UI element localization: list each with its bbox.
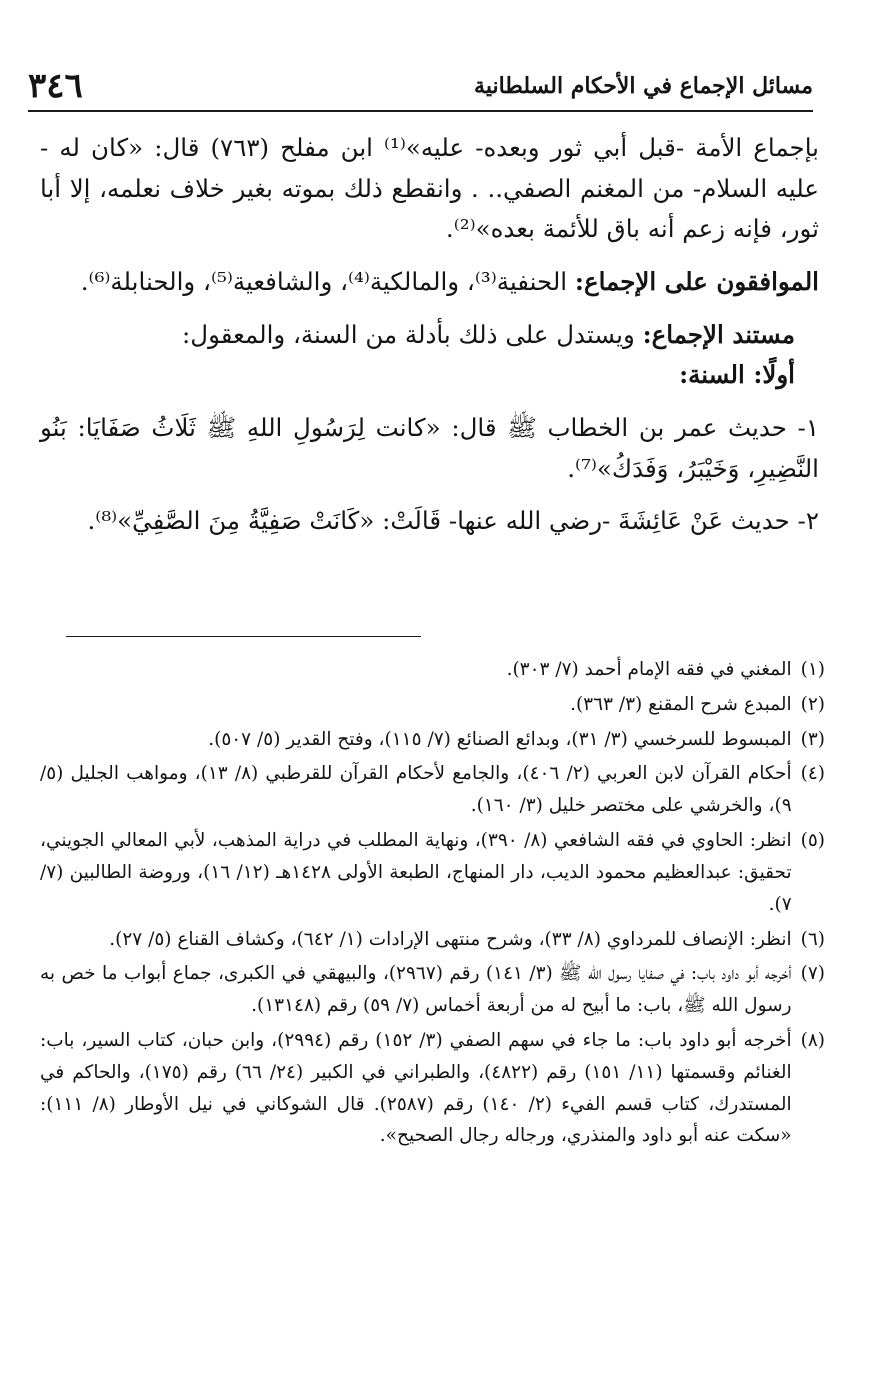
page-header xyxy=(28,62,813,112)
paragraph-agreeing-schools xyxy=(40,262,819,303)
footnote-text: انظر: الحاوي في فقه الشافعي (٨/ ٣٩٠)، ونهاية المطلب في دراية المذهب، لأبي المعالي الجويني، تحقيق: عبدالعظيم محمود الديب، دار المنهاج، الطبعة الأولى ١٤٢٨هـ (١٢/ ١٦)، وروضة الطالبين (٧/ ٧). xyxy=(40,830,792,915)
footnote xyxy=(40,1025,825,1152)
footnote xyxy=(40,654,825,686)
paragraph-consensus-quote: بإجماع الأمة -قبل أبي ثور وبعده- عليه»⁽¹⁾ ابن مفلح (٧٦٣) قال: «كان له - عليه السلام- من المغنم الصفي.. . وانقطع ذلك بموته بغير خلاف نعلمه، إلا أبا ثور، فإنه زعم أنه باق للأئمة بعده»⁽²⁾. xyxy=(40,133,819,244)
footnote xyxy=(40,924,825,956)
footnote-number: (٦) xyxy=(800,928,825,950)
footnote-text: أخرجه أبو داود باب: في صفايا رسول الله ﷺ (٣/ ١٤١) رقم (٢٩٦٧)، والبيهقي في الكبرى، جماع أبواب ما خص به رسول الله ﷺ، باب: ما أبيح له من أربعة أخماس (٧/ ٥٩) رقم (١٣١٤٨). xyxy=(40,963,792,1017)
agreeing-label: الموافقون على الإجماع: xyxy=(574,266,819,296)
footnote-text: المبدع شرح المقنع (٣/ ٣٦٣). xyxy=(570,693,792,715)
basis-label: مستند الإجماع: xyxy=(642,319,795,349)
paragraph-consensus-basis xyxy=(40,315,819,356)
footnote-number: (٣) xyxy=(800,728,825,750)
running-title: مسائل الإجماع في الأحكام السلطانية xyxy=(474,73,813,99)
footnote-text: أخرجه أبو داود باب: ما جاء في سهم الصفي (٣/ ١٥٢) رقم (٢٩٩٤)، وابن حبان، كتاب السير، باب: الغنائم وقسمتها (١١/ ١٥١) رقم (٤٨٢٢)، والطبراني في الكبير (٢٤/ ٦٦) رقم (١٧٥)، والحاكم في المستدرك، كتاب قسم الفيء (٢/ ١٤٠) رقم (٢٥٨٧). قال الشوكاني في نيل الأوطار (٨/ ١١١): «سكت عنه أبو داود والمنذري، ورجاله رجال الصحيح». xyxy=(40,1029,792,1147)
page-number: ٣٤٦ xyxy=(28,66,83,106)
footnote xyxy=(40,958,825,1022)
hadith-aisha: ٢- حديث عَنْ عَائِشَةَ -رضي الله عنها- قَالَتْ: «كَانَتْ صَفِيَّةُ مِنَ الصَّفِيِّ»⁽⁸⁾. xyxy=(87,506,819,536)
footnote-separator xyxy=(66,636,421,637)
footnote-number: (٧) xyxy=(800,963,825,985)
footnote-text: المبسوط للسرخسي (٣/ ٣١)، وبدائع الصنائع (٧/ ١١٥)، وفتح القدير (٥/ ٥٠٧). xyxy=(208,728,792,750)
hadith-umar: ١- حديث عمر بن الخطاب ﷺ قال: «كانت لِرَسُولِ اللهِ ﷺ ثَلَاثُ صَفَايَا: بَنُو النَّضِيرِ، وَخَيْبَرُ، وَفَدَكُ»⁽⁷⁾. xyxy=(40,412,819,483)
main-text xyxy=(40,128,819,542)
footnote-text: انظر: الإنصاف للمرداوي (٨/ ٣٣)، وشرح منتهى الإرادات (١/ ٦٤٢)، وكشاف القناع (٥/ ٢٧). xyxy=(109,928,792,950)
footnote-text: المغني في فقه الإمام أحمد (٧/ ٣٠٣). xyxy=(506,659,792,680)
footnote xyxy=(40,689,825,721)
section-heading-sunnah: أولًا: السنة: xyxy=(679,360,795,390)
footnote-number: (١) xyxy=(800,659,825,680)
footnote xyxy=(40,724,825,756)
footnote-number: (٢) xyxy=(800,693,825,715)
footnote-text: أحكام القرآن لابن العربي (٢/ ٤٠٦)، والجامع لأحكام القرآن للقرطبي (٨/ ١٣)، ومواهب الجليل (٥/ ٩)، والخرشي على مختصر خليل (٣/ ١٦٠). xyxy=(40,763,792,817)
basis-text: ويستدل على ذلك بأدلة من السنة، والمعقول: xyxy=(182,319,635,349)
footnotes xyxy=(40,654,825,1155)
footnote-number: (٤) xyxy=(800,763,825,785)
footnote xyxy=(40,825,825,920)
agreeing-text: الحنفية⁽³⁾، والمالكية⁽⁴⁾، والشافعية⁽⁵⁾، والحنابلة⁽⁶⁾. xyxy=(80,266,568,296)
footnote-number: (٥) xyxy=(800,830,825,852)
footnote-number: (٨) xyxy=(800,1029,825,1051)
footnote xyxy=(40,758,825,822)
